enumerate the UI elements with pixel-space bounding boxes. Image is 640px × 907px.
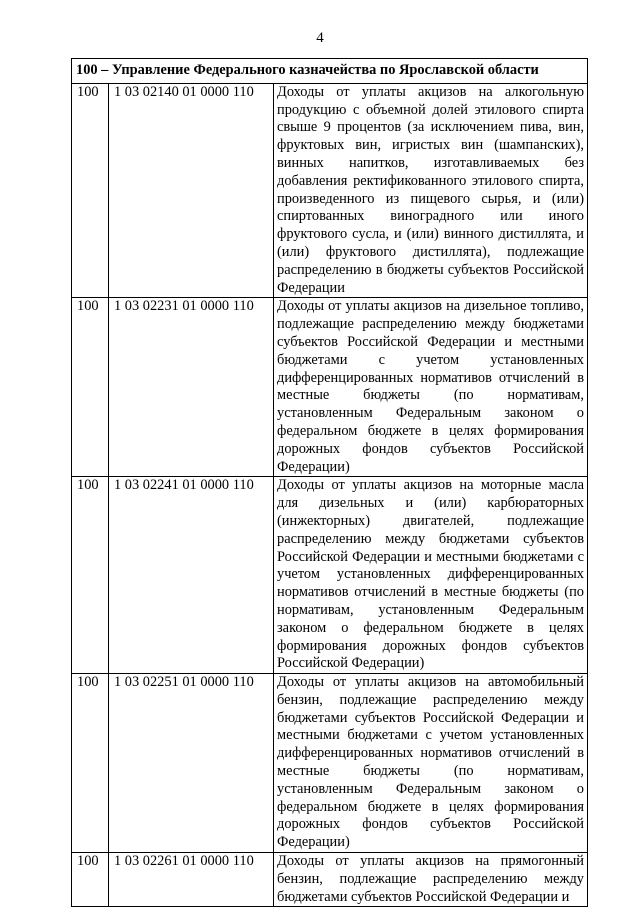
table-row [72, 853, 588, 907]
admin-code-cell: 100 [72, 853, 109, 907]
table-header-row [72, 59, 588, 84]
description-cell: Доходы от уплаты акцизов на дизельное топливо, подлежащие распределению между бюджетами субъектов Российской Федерации и местными бюджетами с учетом установленных дифференцированных нормативов отчислений в местные бюджеты (по нормативам, установленным Федеральным законом о федеральном бюджете в целях формирования дорожных фондов субъектов Российской Федерации) [274, 298, 588, 477]
admin-code-cell: 100 [72, 298, 109, 477]
description-cell: Доходы от уплаты акцизов на моторные масла для дизельных и (или) карбюраторных (инжекторных) двигателей, подлежащие распределению между бюджетами субъектов Российской Федерации и местными бюджетами с учетом установленных дифференцированных нормативов отчислений в местные бюджеты (по нормативам, установленным Федеральным законом о федеральном бюджете в целях формирования дорожных фондов субъектов Российской Федерации) [274, 477, 588, 674]
budget-code-cell: 1 03 02140 01 0000 110 [109, 83, 274, 298]
table-row [72, 674, 588, 853]
budget-code-cell: 1 03 02241 01 0000 110 [109, 477, 274, 674]
budget-code-cell: 1 03 02261 01 0000 110 [109, 853, 274, 907]
administrator-header: 100 – Управление Федерального казначейства по Ярославской области [72, 59, 588, 84]
admin-code-cell: 100 [72, 83, 109, 298]
admin-code-cell: 100 [72, 477, 109, 674]
admin-code-cell: 100 [72, 674, 109, 853]
page-number: 4 [316, 30, 324, 46]
table-row [72, 83, 588, 298]
table-row [72, 477, 588, 674]
budget-code-cell: 1 03 02251 01 0000 110 [109, 674, 274, 853]
budget-code-cell: 1 03 02231 01 0000 110 [109, 298, 274, 477]
revenue-codes-table [71, 58, 588, 907]
description-cell: Доходы от уплаты акцизов на автомобильный бензин, подлежащие распределению между бюджетами субъектов Российской Федерации и местными бюджетами с учетом установленных дифференцированных нормативов отчислений в местные бюджеты (по нормативам, установленным Федеральным законом о федеральном бюджете в целях формирования дорожных фондов субъектов Российской Федерации) [274, 674, 588, 853]
description-cell: Доходы от уплаты акцизов на алкогольную продукцию с объемной долей этилового спирта свыше 9 процентов (за исключением пива, вин, фруктовых вин, игристых вин (шампанских), винных напитков, изготавливаемых без добавления ректификованного этилового спирта, произведенного из пищевого сырья, и (или) спиртованных виноградного или иного фруктового сусла, и (или) винного дистиллята, и (или) фруктового дистиллята), подлежащие распределению в бюджеты субъектов Российской Федерации [274, 83, 588, 298]
table-row [72, 298, 588, 477]
description-cell: Доходы от уплаты акцизов на прямогонный бензин, подлежащие распределению между бюджетами субъектов Российской Федерации и [274, 853, 588, 907]
